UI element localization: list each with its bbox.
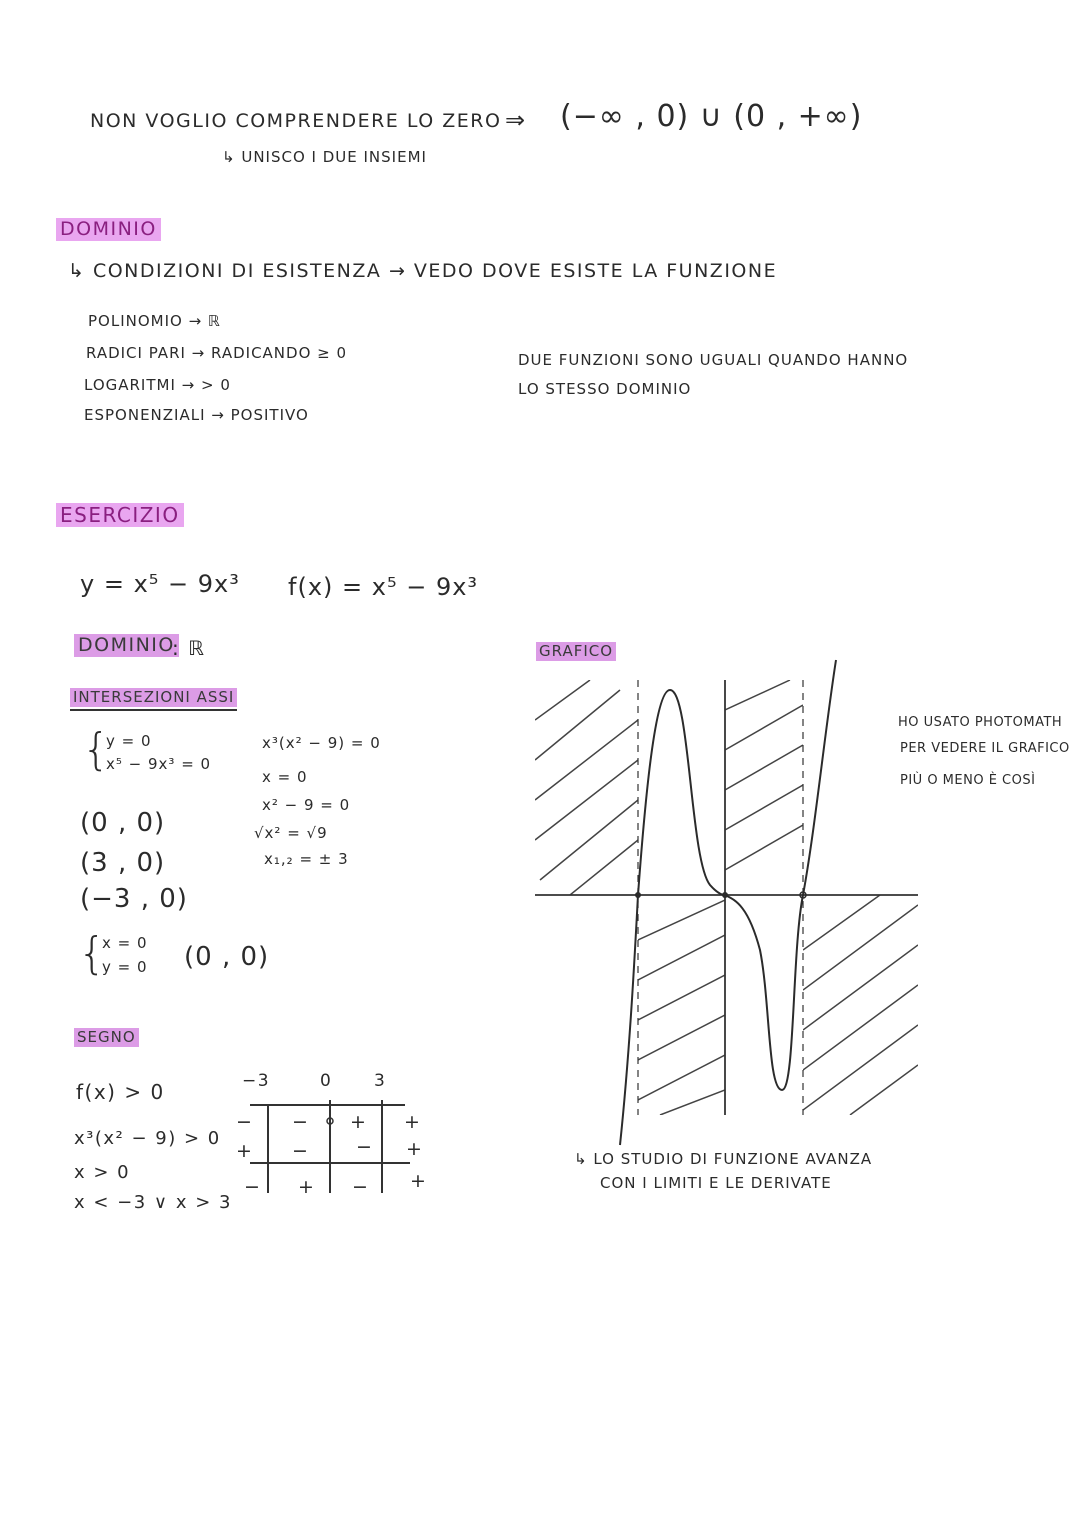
sign-r2-c2: −: [292, 1140, 310, 1162]
step-sqrt: √x² = √9: [254, 824, 328, 842]
sign-header-3: 3: [374, 1071, 387, 1091]
segno-factored: x³(x² − 9) > 0: [74, 1128, 221, 1149]
segno-x-positive: x > 0: [74, 1162, 131, 1183]
dominio-ex-value: : ℝ: [172, 636, 206, 660]
step-roots: x₁,₂ = ± 3: [264, 850, 349, 868]
sign-header-minus3: −3: [242, 1071, 271, 1091]
segno-solution: x < −3 ∨ x > 3: [74, 1192, 232, 1213]
sign-r3-c2: +: [298, 1176, 316, 1198]
rule-logaritmi: LOGARITMI → > 0: [84, 376, 231, 394]
implies-arrow: ⇒: [505, 106, 527, 134]
system1-eq-b: x⁵ − 9x³ = 0: [106, 755, 212, 773]
intro-line: NON VOGLIO COMPRENDERE LO ZERO: [90, 110, 502, 132]
side-note-3: PIÙ O MENO È COSÌ: [900, 773, 1036, 788]
sign-header-0: 0: [320, 1071, 333, 1091]
rule-radici: RADICI PARI → RADICANDO ≥ 0: [86, 344, 348, 362]
side-note-2: PER VEDERE IL GRAFICO: [900, 741, 1070, 756]
segno-inequality: f(x) > 0: [76, 1080, 165, 1104]
note-line2: LO STESSO DOMINIO: [518, 380, 692, 398]
sign-r1-c2: −: [292, 1111, 310, 1133]
step-x0: x = 0: [262, 768, 308, 786]
side-note-1: HO USATO PHOTOMATH: [898, 715, 1063, 730]
sign-r2-c4: +: [406, 1138, 424, 1160]
grafico-heading: GRAFICO: [536, 642, 616, 661]
point-3-0: (3 , 0): [80, 848, 166, 878]
dominio-ex-label: DOMINIO: [74, 634, 179, 657]
root-origin-dot: [722, 892, 728, 898]
hatch-region-bottom-left: [638, 900, 725, 1115]
dominio-subtitle: ↳ CONDIZIONI DI ESISTENZA → VEDO DOVE ESISTE LA FUNZIONE: [68, 260, 778, 282]
domain-interval: (−∞ , 0) ∪ (0 , +∞): [560, 99, 863, 134]
conclusion-line2: CON I LIMITI E LE DERIVATE: [600, 1174, 832, 1192]
sign-r1-c1: −: [236, 1111, 254, 1133]
hatch-region-top-left: [535, 680, 638, 895]
system-brace-2: {: [78, 928, 106, 979]
step-x2: x² − 9 = 0: [262, 796, 351, 814]
function-graph: [520, 650, 920, 1150]
intersezioni-heading: INTERSEZIONI ASSI: [70, 688, 237, 711]
point-origin: (0 , 0): [80, 808, 166, 838]
sign-r1-c4: +: [404, 1111, 422, 1133]
equation-y: y = x⁵ − 9x³: [80, 570, 240, 598]
system2-eq-a: x = 0: [102, 934, 148, 952]
sign-r3-c3: −: [352, 1176, 370, 1198]
rule-esponenziali: ESPONENZIALI → POSITIVO: [84, 406, 309, 424]
segno-heading: SEGNO: [74, 1028, 139, 1047]
system-brace-1: {: [82, 724, 110, 775]
step-factor: x³(x² − 9) = 0: [262, 734, 381, 752]
sign-r3-c1: −: [244, 1176, 262, 1198]
point-minus3-0: (−3 , 0): [80, 884, 188, 914]
note-line1: DUE FUNZIONI SONO UGUALI QUANDO HANNO: [518, 351, 909, 369]
esercizio-heading: ESERCIZIO: [56, 503, 184, 527]
hatch-region-bottom-right: [803, 895, 918, 1115]
sign-r1-c3: +: [350, 1111, 368, 1133]
hatch-region-top-middle: [725, 680, 803, 870]
intro-subline: ↳ UNISCO I DUE INSIEMI: [222, 148, 427, 166]
system1-eq-a: y = 0: [106, 732, 152, 750]
sign-r2-c1: +: [236, 1140, 254, 1162]
system2-eq-b: y = 0: [102, 958, 148, 976]
sign-r2-c3: −: [356, 1136, 374, 1158]
sign-r3-c4: +: [410, 1170, 428, 1192]
conclusion-line1: ↳ LO STUDIO DI FUNZIONE AVANZA: [574, 1150, 873, 1168]
system2-result: (0 , 0): [184, 942, 270, 972]
equation-f: f(x) = x⁵ − 9x³: [288, 573, 479, 601]
dominio-heading: DOMINIO: [56, 218, 161, 241]
root-minus3-dot: [635, 892, 641, 898]
rule-polinomio: POLINOMIO → ℝ: [88, 312, 221, 330]
